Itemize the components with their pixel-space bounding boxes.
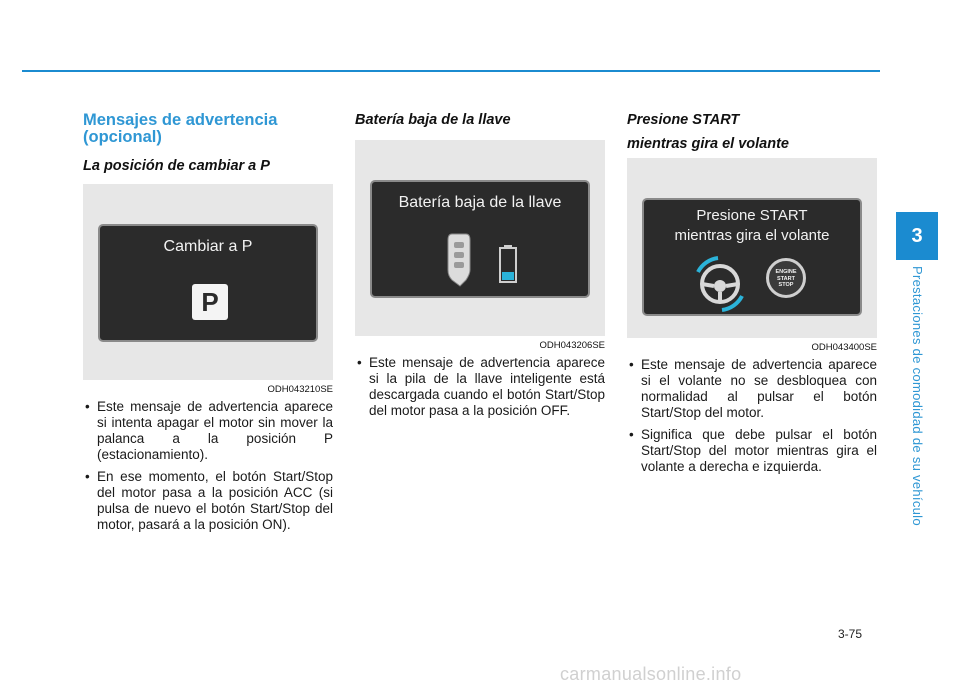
display-message: Batería baja de la llave (398, 194, 562, 211)
steering-wheel-icon (688, 252, 752, 316)
button-label-engine: ENGINE (775, 269, 797, 275)
section-title (83, 112, 333, 146)
section-title-line2: (opcional) (83, 128, 162, 146)
smart-key-icon (432, 230, 492, 290)
cluster-display (98, 224, 318, 342)
figure-key-battery (355, 140, 605, 336)
gear-p-icon: P (192, 284, 228, 320)
subtitle-line1: Presione START (627, 112, 740, 128)
engine-start-stop-button-icon (766, 258, 806, 298)
bullet-item: • Significa que debe pulsar el botón Start/Stop del motor mientras gira el volante a derecha e izquierda. (627, 427, 877, 475)
bullet-item: • Este mensaje de advertencia aparece si intenta apagar el motor sin mover la palanca a la posición P (estacionamiento). (83, 399, 333, 463)
figure-press-start (627, 158, 877, 338)
display-message: Cambiar a P (163, 238, 253, 255)
button-label-stop: STOP (778, 282, 794, 288)
subtitle-line2: mientras gira el volante (627, 136, 789, 152)
bullet-list (83, 399, 333, 533)
bullet-item: • En ese momento, el botón Start/Stop del motor pasa a la posición ACC (si pulsa de nuevo el botón Start/Stop del motor, pasará a la posición ON). (83, 469, 333, 533)
figure-code: ODH043210SE (267, 384, 333, 395)
button-label-start: START (777, 275, 795, 282)
column-press-start (627, 112, 877, 481)
page-number: 3-75 (838, 627, 863, 641)
top-rule (22, 70, 880, 72)
subtitle-key-battery: Batería baja de la llave (355, 112, 511, 128)
battery-low-icon (498, 244, 518, 284)
column-key-battery (355, 112, 605, 425)
cluster-display (642, 198, 862, 316)
figure-code: ODH043206SE (539, 340, 605, 351)
figure-code: ODH043400SE (811, 342, 877, 353)
chapter-title-vertical: Prestaciones de comodidad de su vehículo (910, 266, 925, 526)
cluster-display (370, 180, 590, 298)
display-line1: Presione START (696, 207, 808, 224)
bullet-list (627, 357, 877, 475)
bullet-item: • Este mensaje de advertencia aparece si el volante no se desbloquea con normalidad al pulsar el botón Start/Stop del motor. (627, 357, 877, 421)
bullet-list (355, 355, 605, 419)
bullet-item: • Este mensaje de advertencia aparece si la pila de la llave inteligente está descargada cuando el botón Start/Stop del motor pasa a la posición OFF. (355, 355, 605, 419)
figure-shift-to-p (83, 184, 333, 380)
display-message (644, 206, 860, 246)
display-line2: mientras gira el volante (674, 227, 830, 244)
section-title-line1: Mensajes de advertencia (83, 111, 278, 129)
subtitle-shift-to-p: La posición de cambiar a P (83, 158, 270, 174)
subtitle-press-start (627, 112, 877, 152)
column-shift-to-p (83, 112, 333, 539)
chapter-tab: 3 (896, 212, 938, 260)
watermark: carmanualsonline.info (560, 664, 742, 684)
